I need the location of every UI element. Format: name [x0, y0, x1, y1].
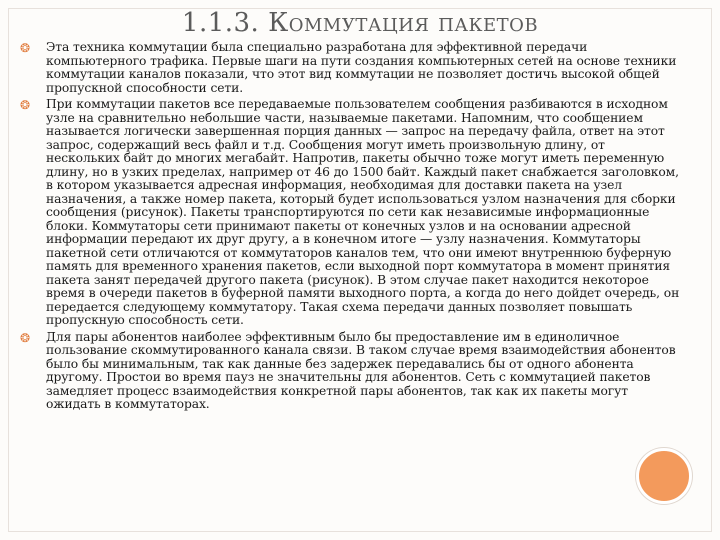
paragraph-subscribers: Для пары абонентов наиболее эффективным было бы предоставление им в единоличное пользование скоммутированного канала связи. В таком случае время взаимодействия абонентов было бы минимальным, так как данные без задержек передавались бы от одного абонента другому. Простои во время пауз не значительны для абонентов. Сеть с коммутацией пакетов замедляет процесс взаимодействия конкретной пары абонентов, так как их пакеты могут ожидать в коммутаторах. [46, 329, 676, 411]
paragraph-intro: Эта техника коммутации была специально разработана для эффективной передачи компьютерного трафика. Первые шаги на пути создания компьютерных сетей на основе техники коммутации каналов показали, что этот вид коммутации не позволяет достичь высокой общей пропускной способности сети. [46, 40, 677, 95]
slide-title [0, 8, 720, 38]
list-item [20, 41, 680, 95]
decorative-circle [636, 448, 692, 504]
slide-title-rest: оммутация пакетов [288, 8, 539, 38]
paragraph-packets: При коммутации пакетов все передаваемые пользователем сообщения разбиваются в исходном узле на сравнительно небольшие части, называемые пакетами. Напомним, что сообщением называется логически завершенная порция данных — запрос на передачу файла, ответ на этот запрос, содержащий весь файл и т.д. Сообщения могут иметь произвольную длину, от нескольких байт до многих мегабайт. Напротив, пакеты обычно тоже могут иметь переменную длину, но в узких пределах, например от 46 до 1500 байт. Каждый пакет снабжается заголовком, в котором указывается адресная информация, необходимая для доставки пакета на узел назначения, а также номер пакета, который будет использоваться узлом назначения для сборки сообщения (рисунок). Пакеты транспортируются по сети как независимые информационные блоки. Коммутаторы сети принимают пакеты от конечных узлов и на основании адресной информации передают их друг другу, а в конечном итоге — узлу назначения. Коммутаторы пакетной сети отличаются от коммутаторов каналов тем, что они имеют внутреннюю буферную память для временного хранения пакетов, если выходной порт коммутатора в момент принятия пакета занят передачей другого пакета (рисунок). В этом случае пакет находится некоторое время в очереди пакетов в буферной памяти выходного порта, а когда до него дойдет очередь, он передается следующему коммутатору. Такая схема передачи данных позволяет повышать пропускную способность сети. [46, 97, 680, 327]
slide-body [20, 41, 680, 415]
list-item [20, 98, 680, 328]
bullet-icon: ❂ [20, 330, 31, 345]
bullet-icon: ❂ [20, 98, 31, 112]
slide-title-prefix: 1.1.3. К [181, 8, 289, 38]
list-item [20, 331, 680, 412]
bullet-icon: ❂ [20, 41, 31, 55]
